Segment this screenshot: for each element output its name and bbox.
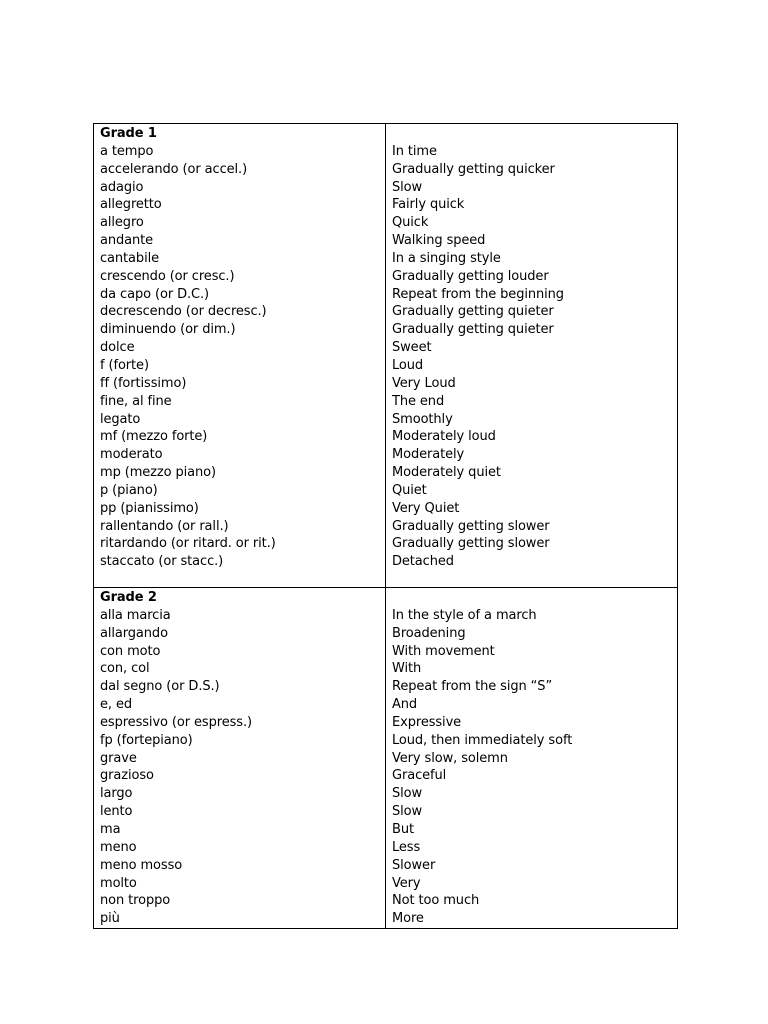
meaning: Slow	[392, 786, 423, 802]
meaning: Gradually getting louder	[392, 268, 549, 284]
meaning: Walking speed	[392, 233, 486, 249]
term: pp (pianissimo)	[100, 500, 199, 516]
term: fp (fortepiano)	[100, 732, 193, 748]
term: legato	[100, 411, 141, 427]
term: crescendo (or cresc.)	[100, 268, 235, 284]
term: mp (mezzo piano)	[100, 465, 217, 481]
music-terms-table	[93, 123, 678, 929]
meaning: Slow	[392, 179, 423, 195]
meaning: Gradually getting quicker	[392, 161, 555, 177]
meaning: Very slow, solemn	[392, 750, 508, 766]
term: mf (mezzo forte)	[100, 429, 208, 445]
term: fine, al fine	[100, 393, 172, 409]
meaning: Fairly quick	[392, 197, 465, 213]
term: molto	[100, 875, 137, 891]
meaning: Not too much	[392, 893, 480, 909]
term: dolce	[100, 340, 135, 356]
meaning: Very Quiet	[392, 500, 460, 516]
meaning: And	[392, 697, 418, 713]
meaning: Graceful	[392, 768, 447, 784]
meaning: Very	[392, 875, 421, 891]
term: alla marcia	[100, 607, 171, 623]
meaning: Less	[392, 839, 421, 855]
meaning: The end	[392, 393, 445, 409]
term: allegro	[100, 215, 144, 231]
meaning: Expressive	[392, 714, 462, 730]
meaning: Smoothly	[392, 411, 453, 427]
meaning: With	[392, 661, 422, 677]
term: con moto	[100, 643, 161, 659]
meaning: Quiet	[392, 482, 427, 498]
term: e, ed	[100, 697, 133, 713]
grade-1-terms-list	[94, 124, 385, 571]
term: non troppo	[100, 893, 171, 909]
meaning: In time	[392, 143, 437, 159]
meaning: Slow	[392, 804, 423, 820]
term: allargando	[100, 625, 168, 641]
term: decrescendo (or decresc.)	[100, 304, 267, 320]
term: adagio	[100, 179, 144, 195]
term: cantabile	[100, 250, 159, 266]
meaning: More	[392, 911, 424, 927]
meaning: Very Loud	[392, 375, 456, 391]
meaning: Quick	[392, 215, 429, 231]
term: accelerando (or accel.)	[100, 161, 248, 177]
grade-2-meanings-cell	[386, 588, 678, 929]
meaning: Broadening	[392, 625, 466, 641]
grade-1-heading: Grade 1	[100, 126, 157, 141]
meaning: Moderately	[392, 447, 465, 463]
meaning: Moderately loud	[392, 429, 496, 445]
meaning: Repeat from the sign “S”	[392, 679, 553, 695]
grade-1-meanings-cell	[386, 124, 678, 588]
meaning: With movement	[392, 643, 495, 659]
grade-2-terms-cell	[94, 588, 386, 929]
heading-spacer	[392, 125, 671, 143]
term: grazioso	[100, 768, 154, 784]
term: andante	[100, 233, 154, 249]
meaning: Slower	[392, 857, 436, 873]
grade-2-meanings-list	[386, 588, 677, 928]
grade-2-heading: Grade 2	[100, 590, 157, 605]
term: da capo (or D.C.)	[100, 286, 210, 302]
grade-2-row	[94, 588, 678, 929]
grade-1-meanings-list	[386, 124, 677, 571]
term: ma	[100, 821, 121, 837]
term: meno mosso	[100, 857, 183, 873]
term: con, col	[100, 661, 150, 677]
meaning: Gradually getting quieter	[392, 304, 554, 320]
term: staccato (or stacc.)	[100, 554, 224, 570]
heading-spacer	[392, 589, 671, 607]
grade-2-terms-list	[94, 588, 385, 928]
meaning: But	[392, 821, 414, 837]
meaning: Loud, then immediately soft	[392, 732, 573, 748]
term: allegretto	[100, 197, 162, 213]
term: rallentando (or rall.)	[100, 518, 229, 534]
term: lento	[100, 804, 133, 820]
meaning: In a singing style	[392, 250, 501, 266]
grade-1-terms-cell	[94, 124, 386, 588]
meaning: Repeat from the beginning	[392, 286, 564, 302]
term: ff (fortissimo)	[100, 375, 187, 391]
meaning: Moderately quiet	[392, 465, 501, 481]
term: largo	[100, 786, 133, 802]
term: più	[100, 911, 120, 927]
grade-1-row	[94, 124, 678, 588]
term: a tempo	[100, 143, 154, 159]
meaning: In the style of a march	[392, 607, 537, 623]
term: moderato	[100, 447, 163, 463]
meaning: Loud	[392, 357, 424, 373]
term: grave	[100, 750, 137, 766]
meaning: Gradually getting slower	[392, 518, 550, 534]
term: dal segno (or D.S.)	[100, 679, 220, 695]
term: meno	[100, 839, 137, 855]
meaning: Sweet	[392, 340, 432, 356]
term: diminuendo (or dim.)	[100, 322, 236, 338]
term: p (piano)	[100, 482, 158, 498]
meaning: Gradually getting quieter	[392, 322, 554, 338]
term: ritardando (or ritard. or rit.)	[100, 536, 276, 552]
term: espressivo (or espress.)	[100, 714, 252, 730]
meaning: Gradually getting slower	[392, 536, 550, 552]
term: f (forte)	[100, 357, 149, 373]
meaning: Detached	[392, 554, 454, 570]
